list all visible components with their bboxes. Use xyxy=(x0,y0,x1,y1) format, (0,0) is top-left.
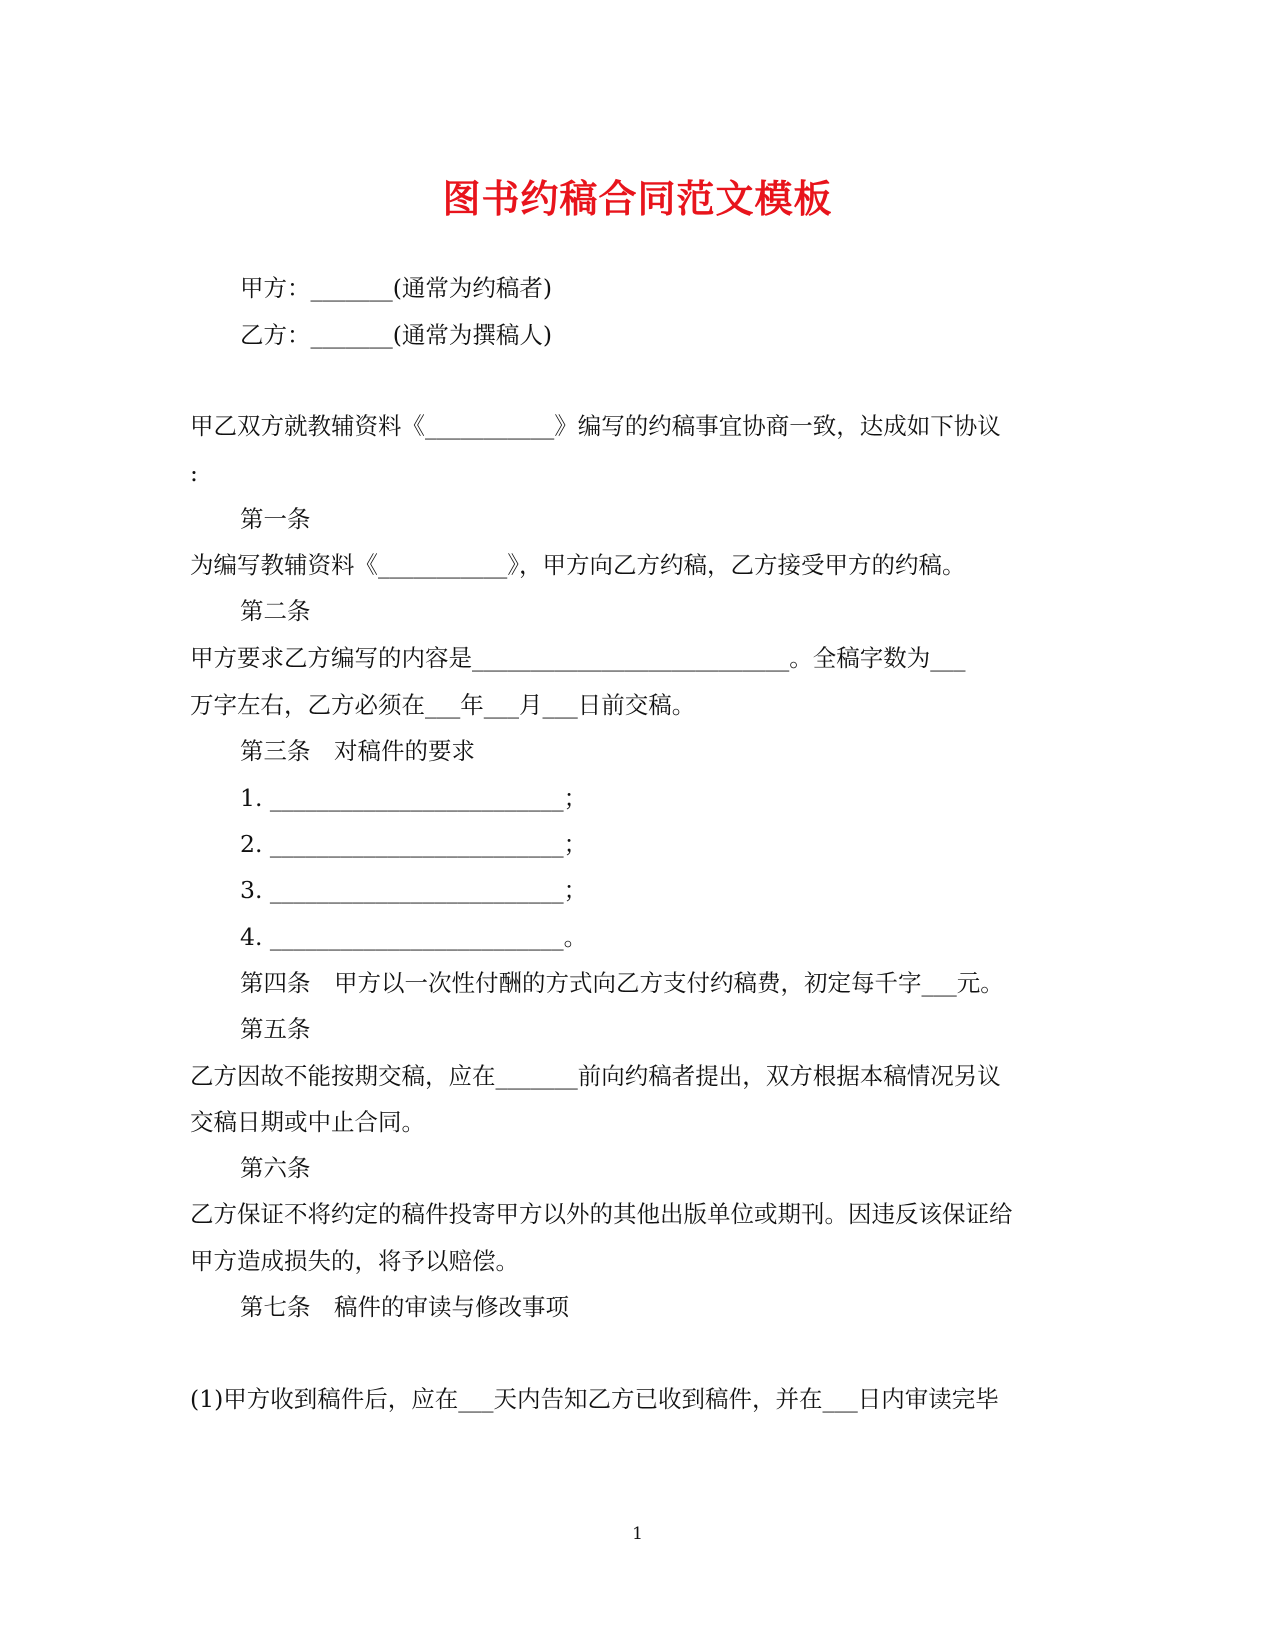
requirement-item-2: 2. _________________________； xyxy=(240,830,588,858)
article-2-heading: 第二条 xyxy=(240,597,311,625)
page-number: 1 xyxy=(632,1524,643,1544)
requirement-item-1: 1. _________________________； xyxy=(240,784,588,812)
requirement-item-4: 4. _________________________。 xyxy=(240,923,588,951)
agreement-intro-colon: : xyxy=(190,459,198,487)
article-6-text-line-1: 乙方保证不将约定的稿件投寄甲方以外的其他出版单位或期刊。因违反该保证给 xyxy=(190,1200,1013,1228)
article-3-heading: 第三条 对稿件的要求 xyxy=(240,737,475,765)
article-6-text-line-2: 甲方造成损失的，将予以赔偿。 xyxy=(190,1247,519,1275)
article-5-text-line-2: 交稿日期或中止合同。 xyxy=(190,1108,425,1136)
document-title: 图书约稿合同范文模板 xyxy=(442,176,833,221)
article-4-line: 第四条 甲方以一次性付酬的方式向乙方支付约稿费，初定每千字___元。 xyxy=(240,969,1004,997)
article-2-text-line-1: 甲方要求乙方编写的内容是___________________________。全稿字数为___ xyxy=(190,644,966,672)
requirement-item-3: 3. _________________________； xyxy=(240,876,588,904)
article-1-heading: 第一条 xyxy=(240,505,311,533)
article-5-heading: 第五条 xyxy=(240,1015,311,1043)
article-5-text-line-1: 乙方因故不能按期交稿，应在_______前向约稿者提出，双方根据本稿情况另议 xyxy=(190,1062,1001,1090)
agreement-intro-line: 甲乙双方就教辅资料《___________》编写的约稿事宜协商一致，达成如下协议 xyxy=(190,412,1001,440)
article-2-text-line-2: 万字左右，乙方必须在___年___月___日前交稿。 xyxy=(190,691,696,719)
party-b-line: 乙方：_______(通常为撰稿人) xyxy=(240,321,553,349)
article-6-heading: 第六条 xyxy=(240,1154,311,1182)
party-a-line: 甲方：_______(通常为约稿者) xyxy=(240,274,553,302)
article-1-text: 为编写教辅资料《___________》，甲方向乙方约稿，乙方接受甲方的约稿。 xyxy=(190,551,966,579)
article-7-heading: 第七条 稿件的审读与修改事项 xyxy=(240,1293,569,1321)
article-7-item-1-line: (1)甲方收到稿件后，应在___天内告知乙方已收到稿件，并在___日内审读完毕 xyxy=(190,1385,999,1413)
